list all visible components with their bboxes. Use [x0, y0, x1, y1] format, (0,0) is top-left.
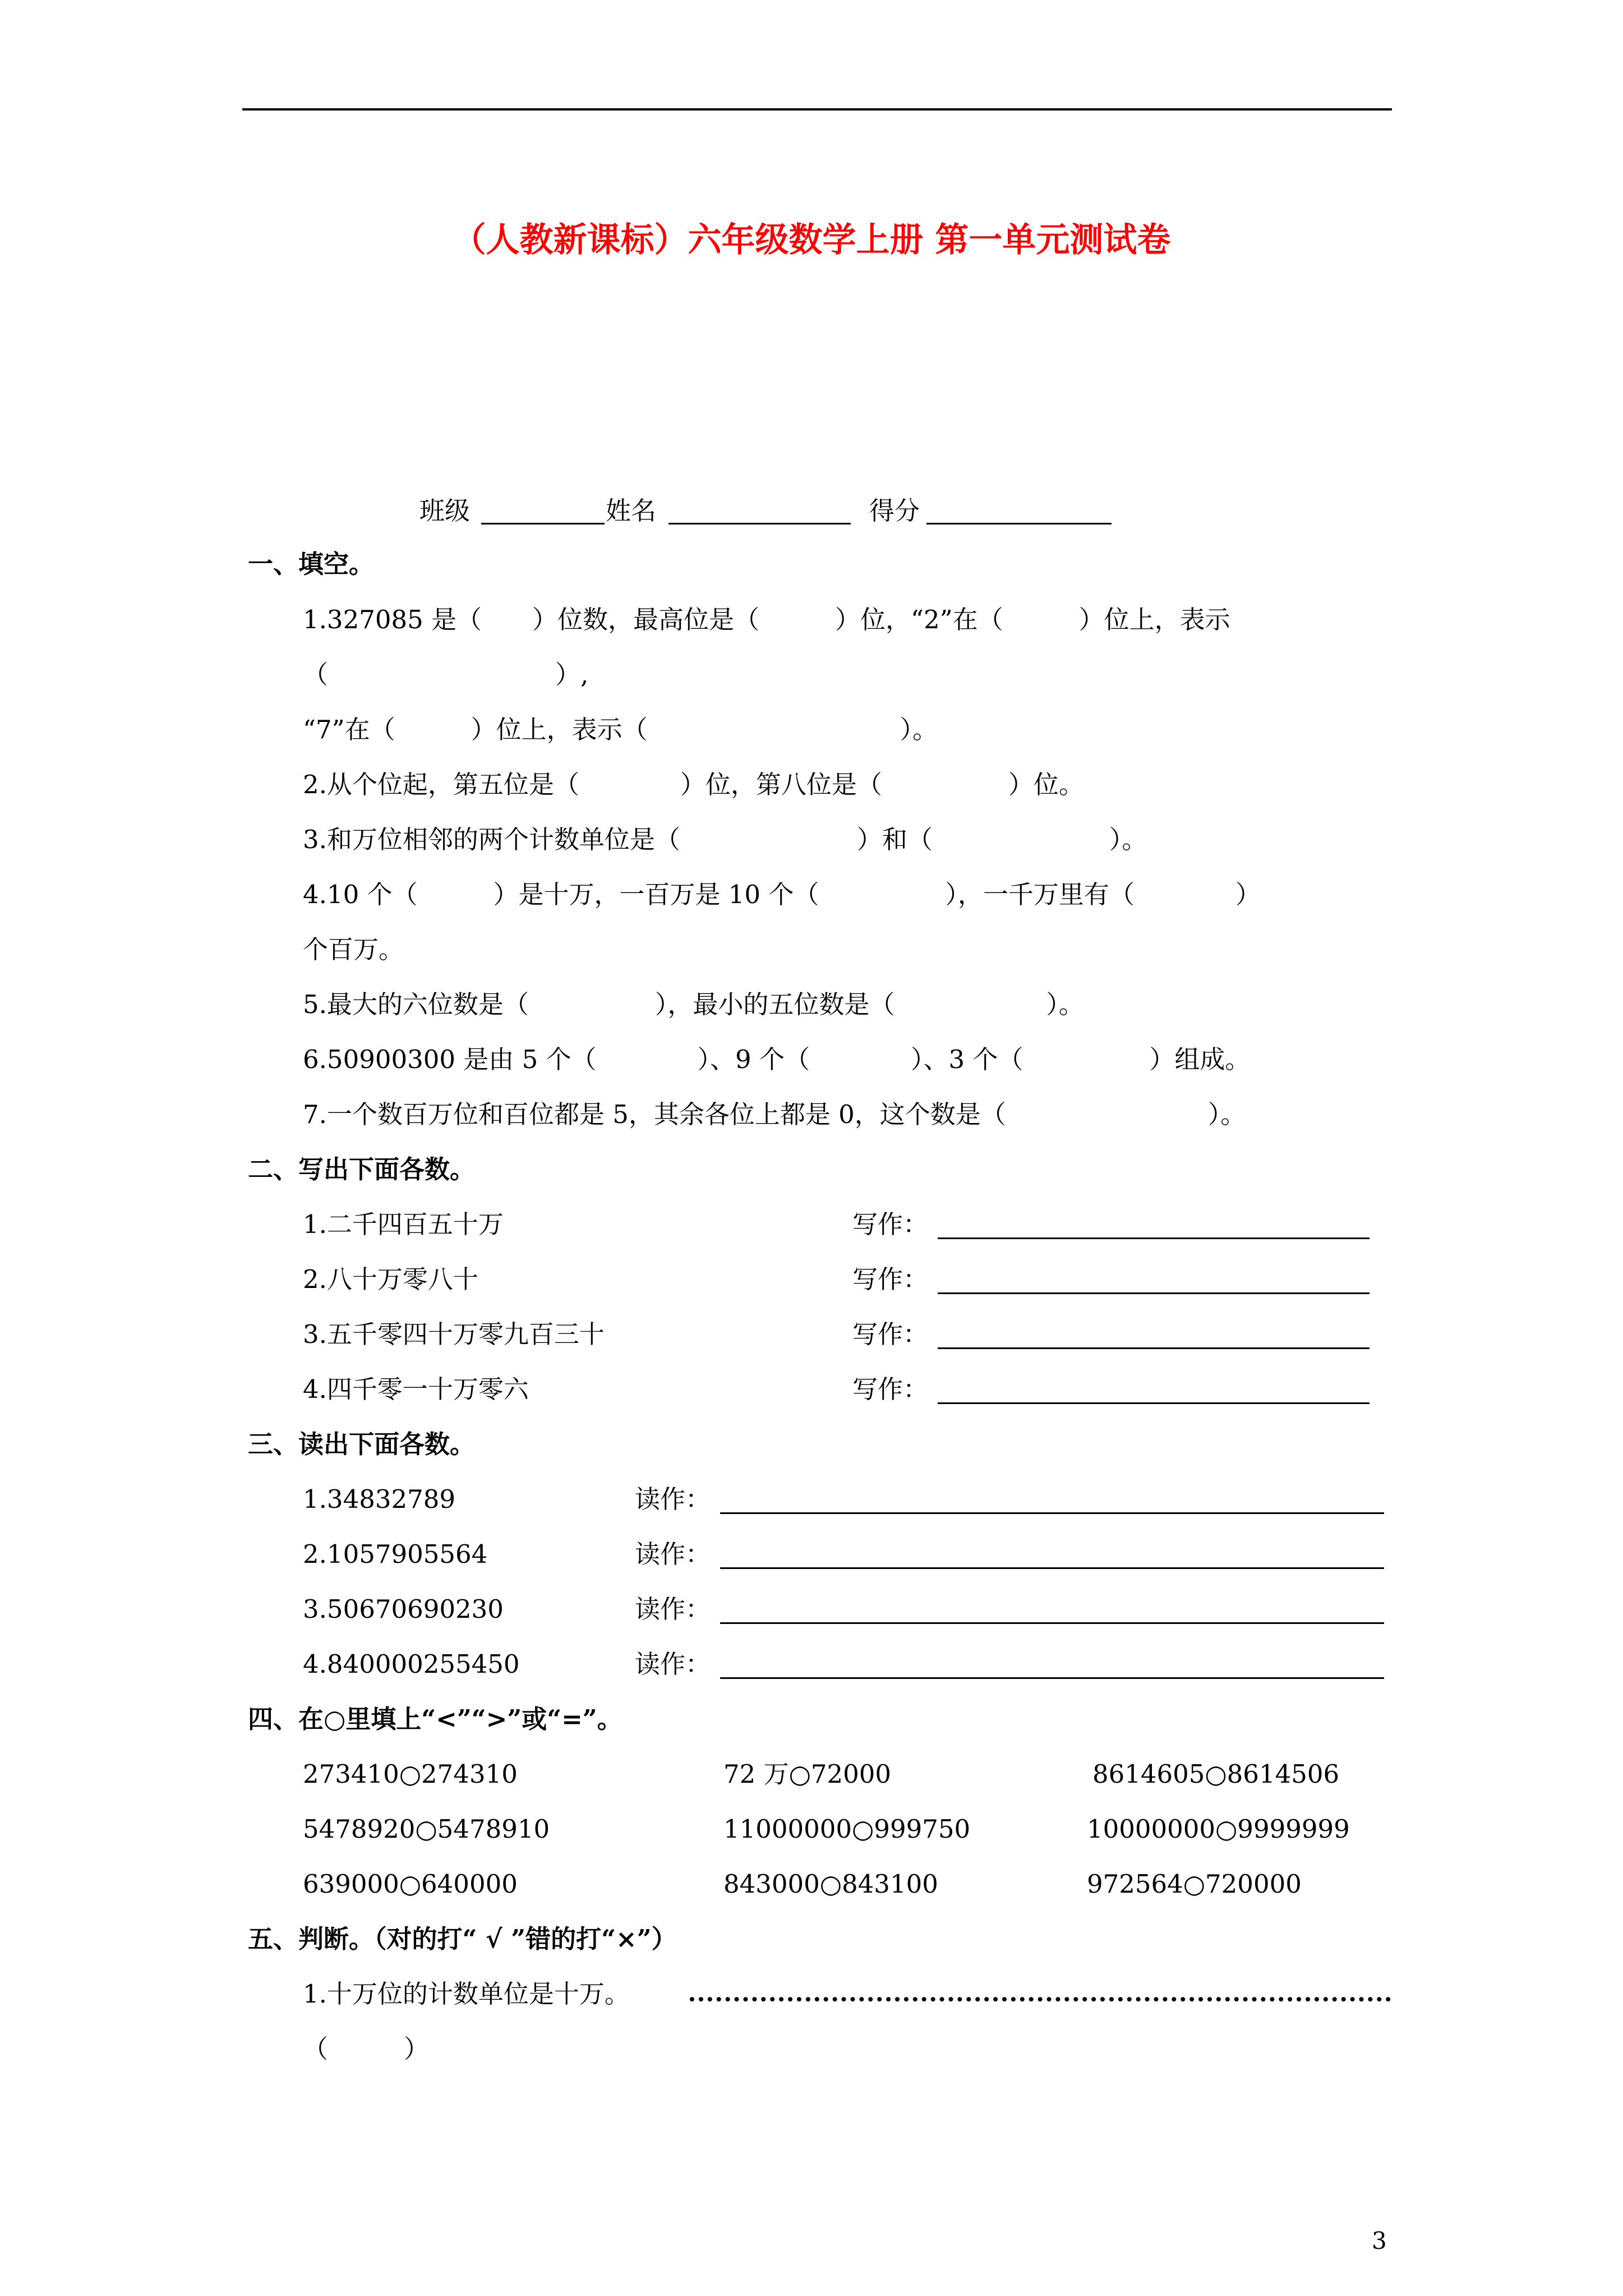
compare-item: 972564○720000: [1087, 1869, 1302, 1899]
dot-leader: [690, 1997, 1391, 2001]
write-item-3: 3.五千零四十万零九百三十: [303, 1319, 605, 1349]
compare-item: 72 万○72000: [723, 1759, 891, 1789]
q3: 3.和万位相邻的两个计数单位是（ ）和（ ）。: [303, 825, 1147, 854]
compare-item: 10000000○9999999: [1087, 1814, 1350, 1844]
section2-heading: 二、写出下面各数。: [248, 1154, 476, 1184]
write-label-2: 写作：: [852, 1264, 929, 1294]
read-label-4: 读作：: [635, 1649, 711, 1679]
name-field[interactable]: [668, 523, 851, 524]
read-answer-line-2[interactable]: [720, 1567, 1384, 1569]
read-item-1: 1.34832789: [303, 1484, 455, 1514]
write-answer-line-2[interactable]: [938, 1292, 1370, 1294]
write-item-1: 1.二千四百五十万: [303, 1209, 504, 1239]
write-label-3: 写作：: [852, 1319, 929, 1349]
compare-item: 8614605○8614506: [1092, 1759, 1340, 1789]
compare-item: 843000○843100: [723, 1869, 938, 1899]
read-label-3: 读作：: [635, 1594, 711, 1624]
compare-item: 5478920○5478910: [303, 1814, 550, 1844]
read-answer-line-3[interactable]: [720, 1622, 1384, 1624]
class-field[interactable]: [481, 523, 605, 524]
class-label: 班级: [419, 496, 471, 526]
read-answer-line-1[interactable]: [720, 1512, 1384, 1514]
write-item-4: 4.四千零一十万零六: [303, 1374, 529, 1404]
q1-line3: “7”在（ ）位上，表示（ ）。: [303, 715, 938, 744]
section1-heading: 一、填空。: [248, 549, 375, 579]
read-answer-line-4[interactable]: [720, 1677, 1384, 1679]
compare-item: 639000○640000: [303, 1869, 518, 1899]
q1-line1: 1.327085 是（ ）位数，最高位是（ ）位，“2”在（ ）位上，表示: [303, 605, 1230, 634]
section5-heading: 五、判断。（对的打“ √ ”错的打“×”）: [248, 1924, 677, 1954]
q5: 5.最大的六位数是（ ），最小的五位数是（ ）。: [303, 990, 1084, 1019]
q1-line2: （ ）,: [303, 660, 589, 689]
write-answer-line-3[interactable]: [938, 1347, 1370, 1349]
read-label-2: 读作：: [635, 1539, 711, 1569]
compare-item: 11000000○999750: [723, 1814, 971, 1844]
write-label-4: 写作：: [852, 1374, 929, 1404]
read-item-4: 4.840000255450: [303, 1649, 520, 1679]
q7: 7.一个数百万位和百位都是 5，其余各位上都是 0，这个数是（ ）。: [303, 1099, 1246, 1129]
read-item-2: 2.1057905564: [303, 1539, 488, 1569]
read-label-1: 读作：: [635, 1484, 711, 1514]
page-title: （人教新课标）六年级数学上册 第一单元测试卷: [452, 220, 1171, 260]
section4-heading: 四、在○里填上“<”“>”或“=”。: [248, 1704, 623, 1734]
judge-q1-answer[interactable]: （ ）: [303, 2034, 430, 2064]
header-rule: [242, 108, 1392, 111]
read-item-3: 3.50670690230: [303, 1594, 504, 1624]
write-item-2: 2.八十万零八十: [303, 1264, 478, 1294]
write-label-1: 写作：: [852, 1209, 929, 1239]
q4-line2: 个百万。: [303, 935, 404, 964]
judge-q1: 1.十万位的计数单位是十万。: [303, 1979, 630, 2009]
compare-item: 273410○274310: [303, 1759, 518, 1789]
q4-line1: 4.10 个（ ）是十万，一百万是 10 个（ ），一千万里有（ ）: [303, 880, 1261, 909]
score-label: 得分: [869, 496, 920, 526]
write-answer-line-1[interactable]: [938, 1237, 1370, 1239]
q6: 6.50900300 是由 5 个（ ）、9 个（ ）、3 个（ ）组成。: [303, 1045, 1251, 1074]
section3-heading: 三、读出下面各数。: [248, 1429, 476, 1459]
score-field[interactable]: [926, 523, 1112, 524]
name-label: 姓名: [606, 496, 657, 526]
write-answer-line-4[interactable]: [938, 1402, 1370, 1404]
page-number: 3: [1372, 2227, 1387, 2254]
q2: 2.从个位起，第五位是（ ）位，第八位是（ ）位。: [303, 770, 1084, 799]
